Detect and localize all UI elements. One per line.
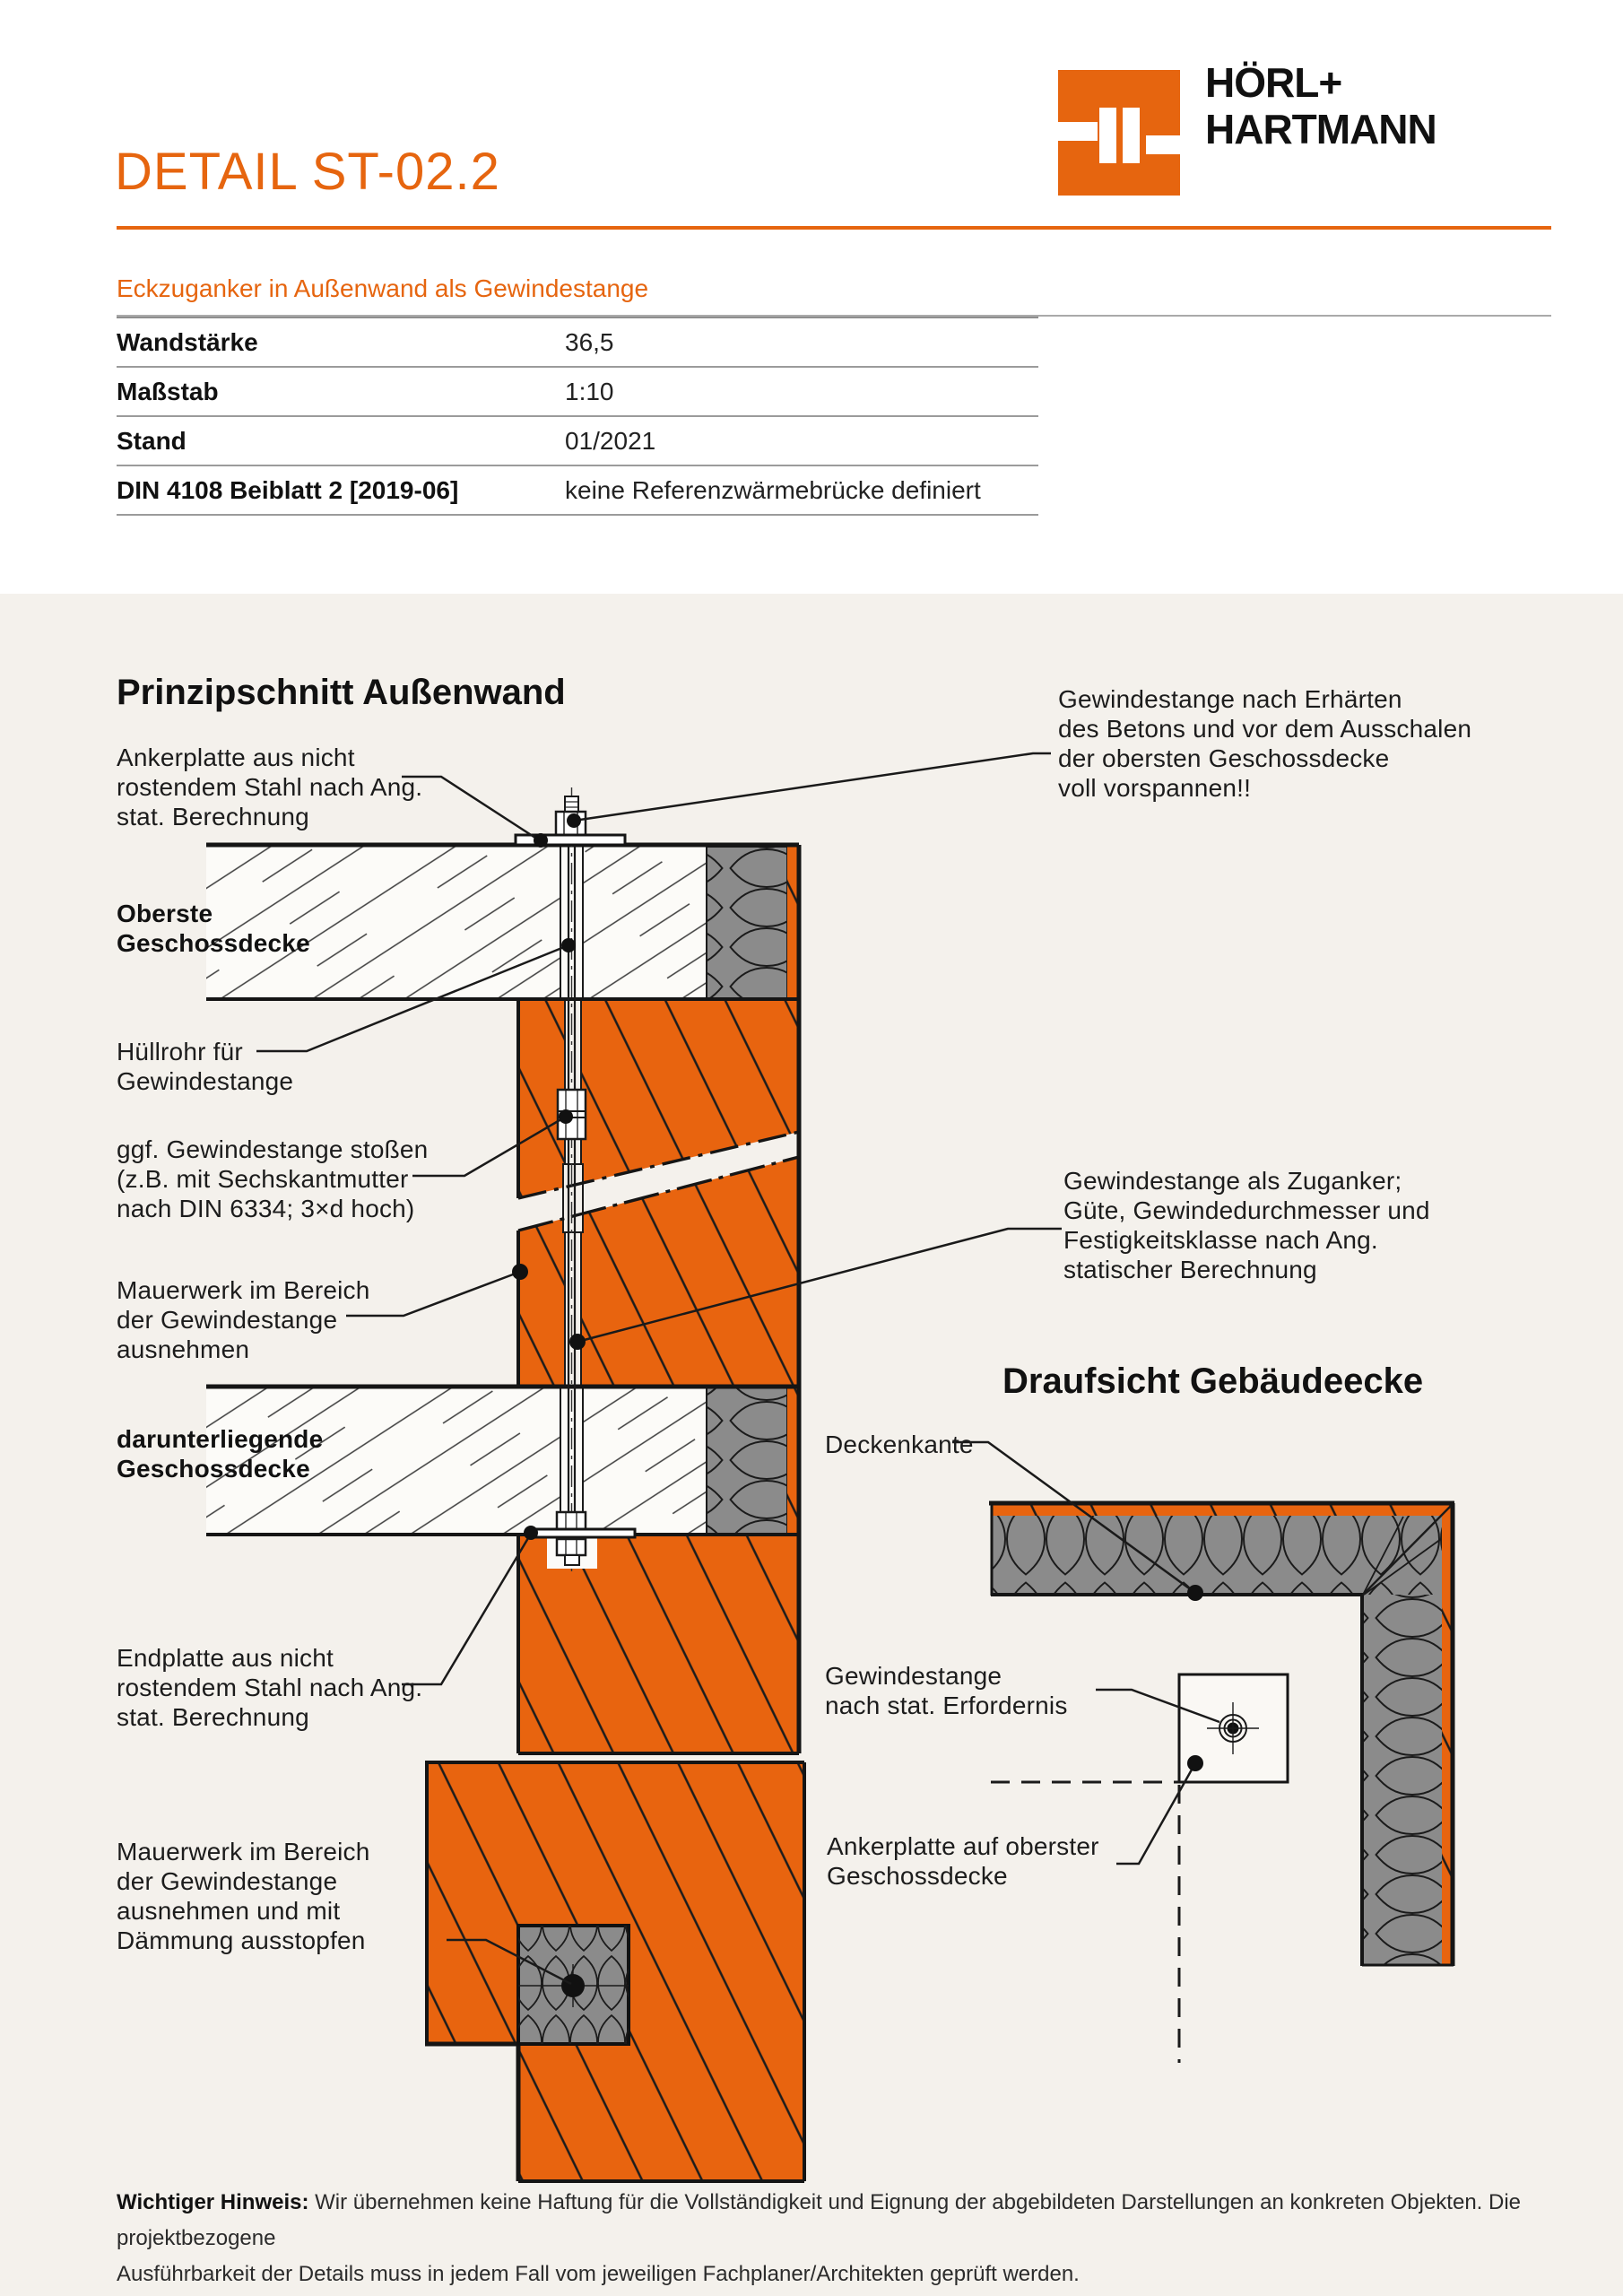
page-title: DETAIL ST-02.2 — [115, 143, 500, 201]
table-row: DIN 4108 Beiblatt 2 [2019-06] keine Referenzwärmebrücke definiert — [117, 466, 1038, 516]
label-vorspannen: Gewindestange nach Erhärten des Betons und vor dem Ausschalen der obersten Geschossdecke voll vorspannen!! — [1058, 685, 1472, 802]
section-heading: Prinzipschnitt Außenwand — [117, 673, 566, 712]
footer-bold-prefix: Wichtiger Hinweis: — [117, 2190, 309, 2214]
plan-heading: Draufsicht Gebäudeecke — [1002, 1361, 1424, 1401]
label-ankerplatte-oberster: Ankerplatte auf oberster Geschossdecke — [827, 1832, 1099, 1890]
label-stat-erfordernis: Gewindestange nach stat. Erfordernis — [825, 1662, 1068, 1719]
sheet-subtitle: Eckzuganker in Außenwand als Gewindestange — [117, 274, 649, 302]
label-endplatte: Endplatte aus nicht rostendem Stahl nach Ang. stat. Berechnung — [117, 1644, 423, 1731]
footer-note: Wichtiger Hinweis: Wir übernehmen keine Haftung für die Vollständigkeit und Eignung der abgebildeten Darstellungen an konkreten Objekten. Die projektbezogene Ausführbarkeit der Details muss in jedem Fall vom jeweiligen Fachplaner/Architekten geprüft werden. — [117, 2190, 1522, 2286]
label-oberste-geschossdecke: Oberste Geschossdecke — [117, 900, 310, 957]
end-hex-nut-upper — [557, 1512, 586, 1529]
label-deckenkante: Deckenkante — [825, 1431, 974, 1458]
corner-plan-drawing — [989, 1503, 1454, 2063]
label-zuganker: Gewindestange als Zuganker; Güte, Gewindedurchmesser und Festigkeitsklasse nach Ang. statischer Berechnung — [1063, 1167, 1430, 1283]
table-row: Maßstab 1:10 — [117, 368, 1038, 417]
end-plate — [534, 1529, 635, 1537]
label-huellrohr: Hüllrohr für Gewindestange — [117, 1038, 294, 1095]
title-rule — [117, 226, 1551, 230]
label-ankerplatte: Ankerplatte aus nicht rostendem Stahl nach Ang. stat. Berechnung — [117, 744, 423, 831]
label-darunterliegende: darunterliegende Geschossdecke — [117, 1425, 324, 1483]
sleeve-at-break — [563, 1164, 583, 1232]
label-mauerwerk-ausnehmen: Mauerwerk im Bereich der Gewindestange ausnehmen — [117, 1276, 370, 1363]
logo-wordmark: HÖRL+ HARTMANN — [1205, 59, 1436, 152]
label-stossen: ggf. Gewindestange stoßen (z.B. mit Sechskantmutter nach DIN 6334; 3×d hoch) — [117, 1135, 429, 1222]
rod-section-dot — [561, 1974, 585, 1997]
recess-plan-drawing — [425, 1762, 804, 2181]
label-mauerwerk-ausstopfen: Mauerwerk im Bereich der Gewindestange ausnehmen und mit Dämmung ausstopfen — [117, 1838, 370, 1954]
rod-top-stub — [565, 796, 578, 813]
rod-bottom-stub — [565, 1555, 579, 1565]
table-row: Wandstärke 36,5 — [117, 318, 1038, 368]
spec-table — [117, 317, 1038, 516]
end-hex-nut-lower — [557, 1539, 586, 1555]
table-row: Stand 01/2021 — [117, 417, 1038, 466]
hoerl-hartmann-logo-icon — [1058, 70, 1180, 196]
